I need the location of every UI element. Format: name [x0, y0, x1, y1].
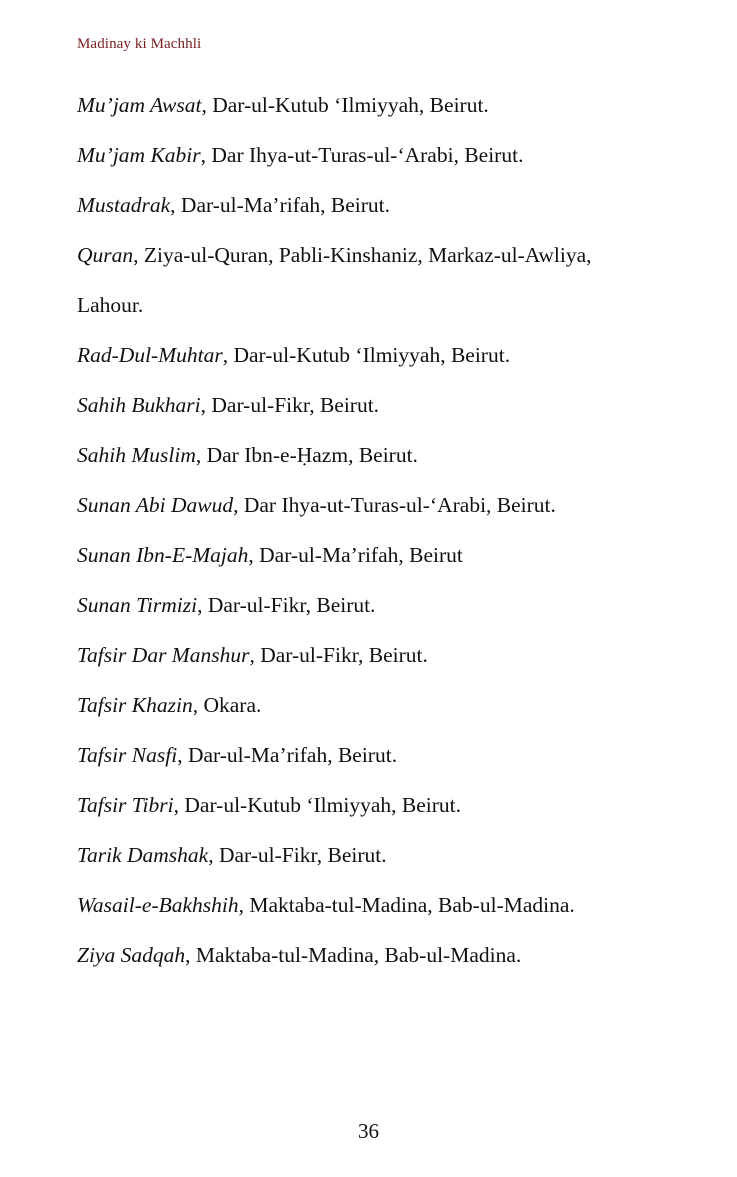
entry-publisher: , Maktaba-tul-Madina, Bab-ul-Madina.	[185, 943, 522, 967]
entry-title: Tafsir Nasfi	[77, 743, 178, 767]
bibliography-entry	[77, 930, 677, 980]
entry-title: Wasail-e-Bakhshih	[77, 893, 239, 917]
bibliography-entry	[77, 680, 677, 730]
bibliography-entry	[77, 330, 677, 380]
bibliography-entry	[77, 780, 677, 830]
entry-publisher: , Maktaba-tul-Madina, Bab-ul-Madina.	[238, 893, 575, 917]
entry-title: Sunan Abi Dawud	[77, 493, 234, 517]
entry-publisher: , Dar-ul-Kutub ‘Ilmiyyah, Beirut.	[222, 343, 511, 367]
bibliography-entry	[77, 180, 677, 230]
entry-publisher: , Dar-ul-Ma’rifah, Beirut	[248, 543, 463, 567]
entry-title: Mu’jam Awsat	[77, 93, 202, 117]
running-header: Madinay ki Machhli	[77, 36, 202, 52]
entry-publisher: , Dar Ihya-ut-Turas-ul-‘Arabi, Beirut.	[200, 143, 524, 167]
entry-publisher: , Dar-ul-Fikr, Beirut.	[200, 393, 380, 417]
entry-publisher: , Dar Ibn-e-Ḥazm, Beirut.	[195, 443, 418, 467]
bibliography-entry	[77, 730, 677, 780]
bibliography-entry	[77, 380, 677, 430]
bibliography-entry	[77, 530, 677, 580]
entry-title: Sahih Bukhari	[77, 393, 201, 417]
entry-publisher: , Dar-ul-Kutub ‘Ilmiyyah, Beirut.	[201, 93, 489, 117]
entry-title: Tafsir Dar Manshur	[77, 643, 250, 667]
entry-title: Tafsir Tibri	[77, 793, 174, 817]
bibliography-entry	[77, 80, 677, 130]
entry-publisher: , Dar-ul-Kutub ‘Ilmiyyah, Beirut.	[173, 793, 461, 817]
bibliography-list	[77, 80, 677, 980]
entry-publisher: , Dar-ul-Ma’rifah, Beirut.	[170, 193, 391, 217]
entry-title: Sahih Muslim	[77, 443, 196, 467]
entry-title: Mu’jam Kabir	[77, 143, 201, 167]
entry-publisher: , Dar Ihya-ut-Turas-ul-‘Arabi, Beirut.	[233, 493, 556, 517]
entry-title: Mustadrak	[77, 193, 171, 217]
bibliography-entry	[77, 130, 677, 180]
entry-publisher: , Okara.	[192, 693, 262, 717]
bibliography-entry	[77, 630, 677, 680]
entry-title: Sunan Ibn-E-Majah	[77, 543, 249, 567]
entry-title: Tafsir Khazin	[77, 693, 193, 717]
bibliography-entry	[77, 480, 677, 530]
entry-publisher: , Dar-ul-Fikr, Beirut.	[208, 843, 387, 867]
entry-title: Ziya Sadqah	[77, 943, 186, 967]
entry-title: Rad-Dul-Muhtar	[77, 343, 223, 367]
entry-publisher: , Dar-ul-Fikr, Beirut.	[197, 593, 376, 617]
entry-publisher: , Dar-ul-Ma’rifah, Beirut.	[177, 743, 398, 767]
entry-publisher: , Ziya-ul-Quran, Pabli-Kinshaniz, Markaz-ul-Awliya,	[133, 243, 592, 267]
bibliography-entry	[77, 880, 677, 930]
entry-publisher: Lahour.	[77, 293, 144, 317]
bibliography-entry	[77, 830, 677, 880]
entry-title: Sunan Tirmizi	[77, 593, 198, 617]
bibliography-entry	[77, 230, 677, 280]
page-number: 36	[358, 1119, 379, 1143]
entry-title: Quran	[77, 243, 134, 267]
entry-publisher: , Dar-ul-Fikr, Beirut.	[249, 643, 428, 667]
entry-title: Tarik Damshak	[77, 843, 209, 867]
bibliography-entry	[77, 430, 677, 480]
bibliography-entry-continuation	[77, 280, 677, 330]
bibliography-entry	[77, 580, 677, 630]
